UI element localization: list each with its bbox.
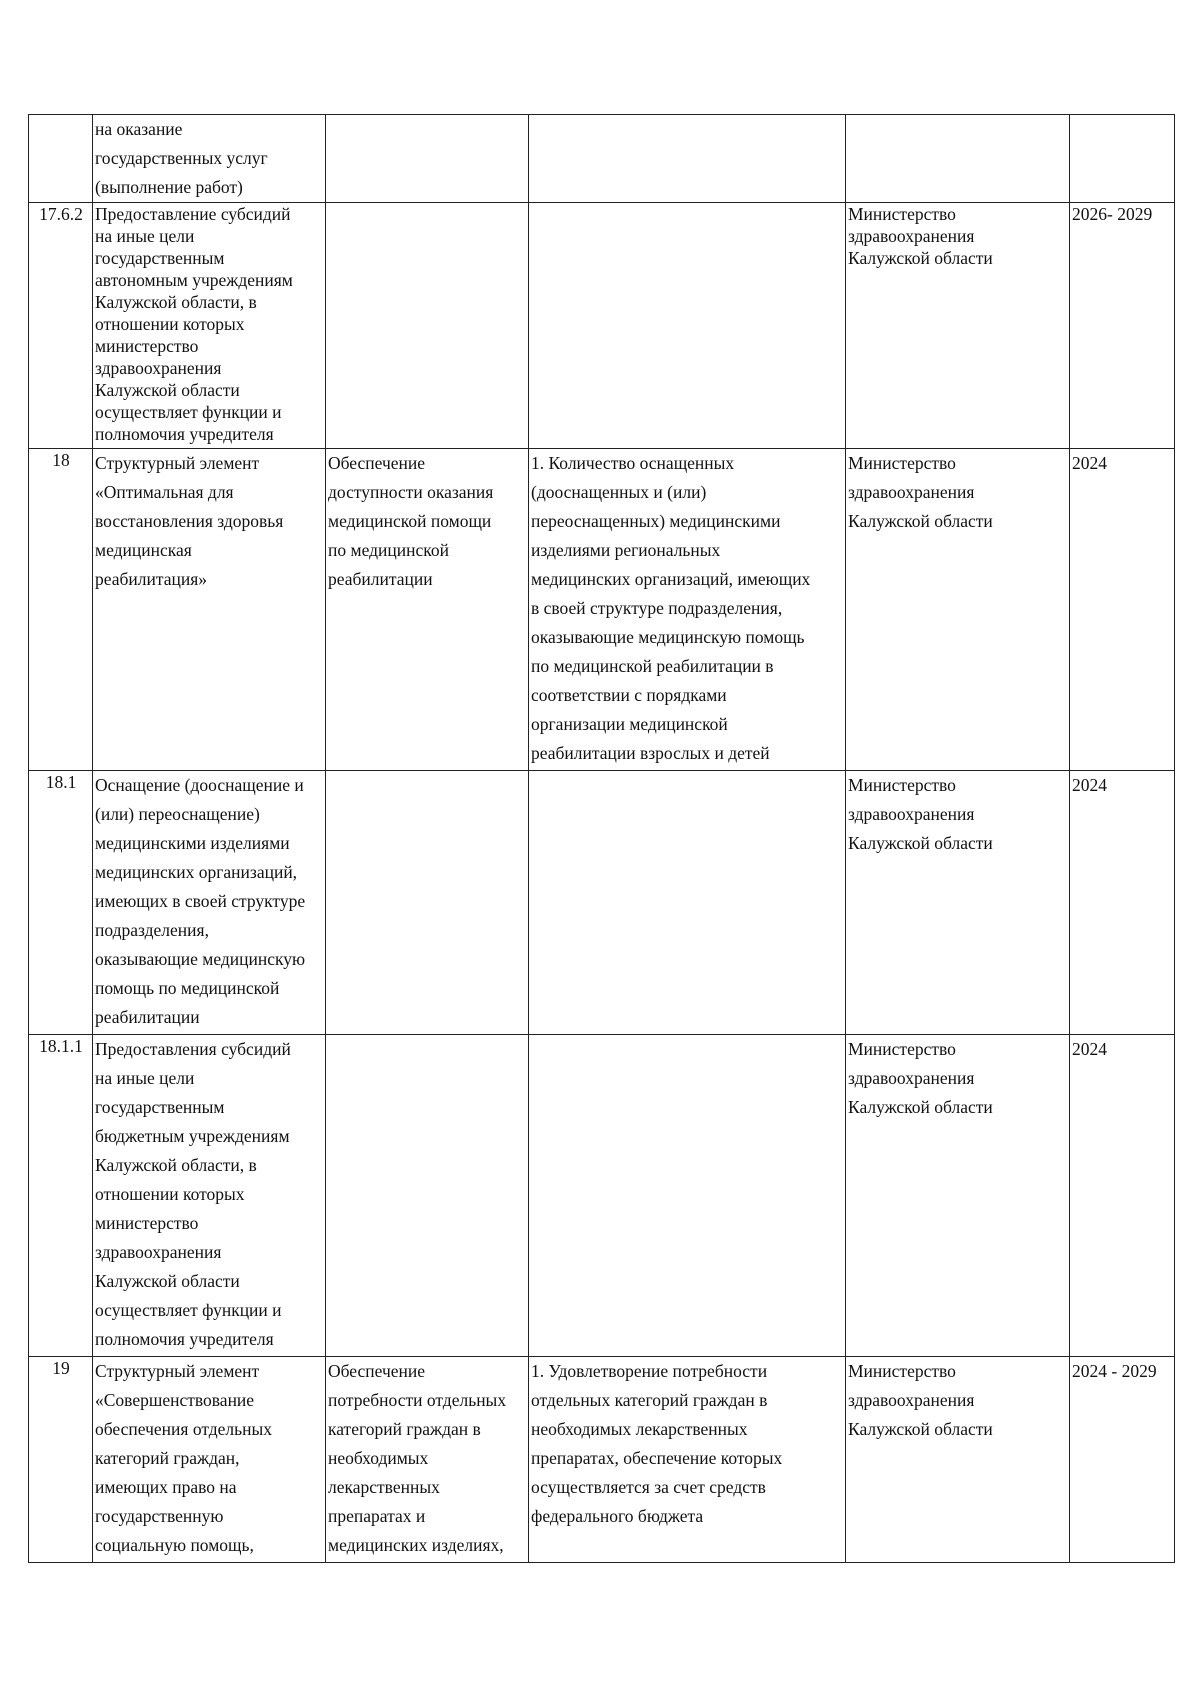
table-row [29,1035,1175,1357]
cell-name: Структурный элемент «Оптимальная для восстановления здоровья медицинская реабилитация» [93,449,326,771]
table-row [29,203,1175,449]
cell-indicator [529,771,846,1035]
cell-task: Обеспечение потребности отдельных категорий граждан в необходимых лекарственных препаратах и медицинских изделиях, [326,1357,529,1563]
cell-responsible [846,115,1070,203]
table-row [29,1357,1175,1563]
cell-period [1070,115,1175,203]
cell-responsible: Министерство здравоохранения Калужской области [846,203,1070,449]
cell-name: Предоставления субсидий на иные цели государственным бюджетным учреждениям Калужской области, в отношении которых министерство здравоохранения Калужской области осуществляет функции и полномочия учредителя [93,1035,326,1357]
cell-indicator: 1. Количество оснащенных (дооснащенных и (или) переоснащенных) медицинскими изделиями региональных медицинских организаций, имеющих в своей структуре подразделения, оказывающие медицинскую помощь по медицинской реабилитации в соответствии с порядками организации медицинской реабилитации взрослых и детей [529,449,846,771]
cell-period: 2026- 2029 [1070,203,1175,449]
cell-indicator [529,115,846,203]
cell-responsible: Министерство здравоохранения Калужской области [846,771,1070,1035]
cell-responsible: Министерство здравоохранения Калужской области [846,1357,1070,1563]
cell-task [326,203,529,449]
cell-task [326,1035,529,1357]
cell-number: 19 [29,1357,93,1563]
cell-name: на оказание государственных услуг (выполнение работ) [93,115,326,203]
cell-period: 2024 [1070,771,1175,1035]
cell-number: 18.1 [29,771,93,1035]
cell-indicator [529,203,846,449]
cell-name: Оснащение (дооснащение и (или) переоснащение) медицинскими изделиями медицинских организаций, имеющих в своей структуре подразделения, оказывающие медицинскую помощь по медицинской реабилитации [93,771,326,1035]
table-row [29,771,1175,1035]
cell-number [29,115,93,203]
cell-name: Структурный элемент «Совершенствование обеспечения отдельных категорий граждан, имеющих право на государственную социальную помощь, [93,1357,326,1563]
cell-indicator [529,1035,846,1357]
cell-number: 18 [29,449,93,771]
cell-task: Обеспечение доступности оказания медицинской помощи по медицинской реабилитации [326,449,529,771]
cell-responsible: Министерство здравоохранения Калужской области [846,449,1070,771]
cell-period: 2024 [1070,449,1175,771]
cell-number: 17.6.2 [29,203,93,449]
program-table [28,114,1175,1563]
table-row [29,449,1175,771]
cell-period: 2024 [1070,1035,1175,1357]
cell-period: 2024 - 2029 [1070,1357,1175,1563]
table-row [29,115,1175,203]
cell-number: 18.1.1 [29,1035,93,1357]
cell-indicator: 1. Удовлетворение потребности отдельных категорий граждан в необходимых лекарственных препаратах, обеспечение которых осуществляется за счет средств федерального бюджета [529,1357,846,1563]
cell-task [326,115,529,203]
cell-task [326,771,529,1035]
cell-name: Предоставление субсидий на иные цели государственным автономным учреждениям Калужской области, в отношении которых министерство здравоохранения Калужской области осуществляет функции и полномочия учредителя [93,203,326,449]
cell-responsible: Министерство здравоохранения Калужской области [846,1035,1070,1357]
